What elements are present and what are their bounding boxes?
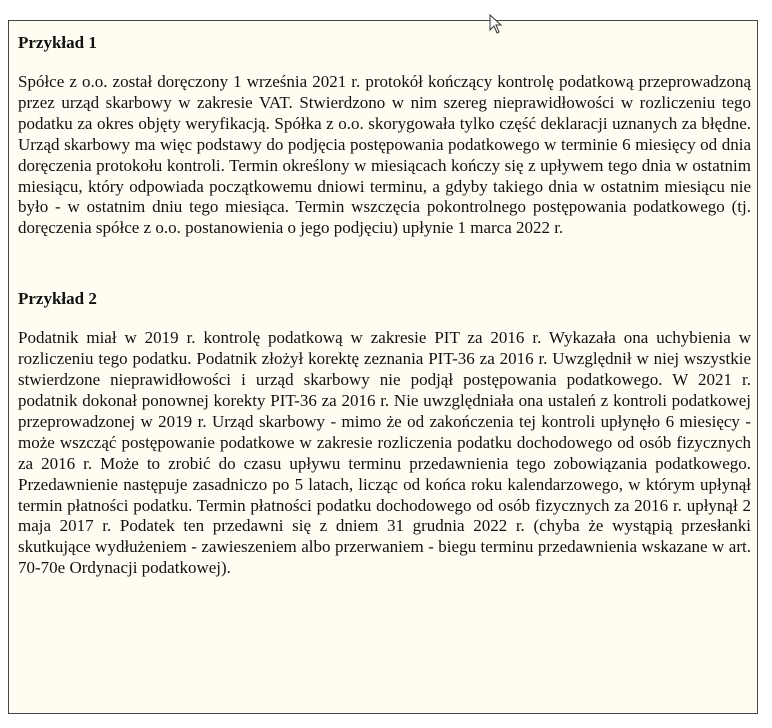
examples-box xyxy=(8,20,758,714)
example-1-text: Spółce z o.o. został doręczony 1 września 2021 r. protokół kończący kontrolę podatkową przeprowadzoną przez urząd skarbowy w zakresie VAT. Stwierdzono w nim szereg nieprawidłowości w rozliczeniu tego podatku za okres objęty weryfikacją. Spółka z o.o. skorygowała tylko część deklaracji uznanych za błędne. Urząd skarbowy ma więc podstawy do podjęcia postępowania podatkowego w terminie 6 miesięcy od dnia doręczenia protokołu kontroli. Termin określony w miesiącach kończy się z upływem tego dnia w ostatnim miesiącu, który odpowiada początkowemu dniowi terminu, a gdyby takiego dnia w ostatnim miesiącu nie było - w ostatnim dniu tego miesiąca. Termin wszczęcia pokontrolnego postępowania podatkowego (tj. doręczenia spółce z o.o. postanowienia o jego podjęciu) upłynie 1 marca 2022 r. xyxy=(18,72,751,238)
example-2-text: Podatnik miał w 2019 r. kontrolę podatkową w zakresie PIT za 2016 r. Wykazała ona uchybienia w rozliczeniu tego podatku. Podatnik złożył korektę zeznania PIT-36 za 2016 r. Uwzględnił w niej wszystkie stwierdzone nieprawidłowości i urząd skarbowy nie podjął postępowania podatkowego. W 2021 r. podatnik dokonał ponownej korekty PIT-36 za 2016 r. Nie uwzględniała ona ustaleń z kontroli podatkowej przeprowadzonej w 2019 r. Urząd skarbowy - mimo że od zakończenia tej kontroli upłynęło 6 miesięcy - może wszcząć postępowanie podatkowe w zakresie rozliczenia podatku dochodowego od osób fizycznych za 2016 r. Może to zrobić do czasu upływu terminu przedawnienia tego zobowiązania podatkowego. Przedawnienie następuje zasadniczo po 5 latach, licząc od końca roku kalendarzowego, w którym upłynął termin płatności podatku. Termin płatności podatku dochodowego od osób fizycznych za 2016 r. upłynął 2 maja 2017 r. Podatek ten przedawni się z dniem 31 grudnia 2022 r. (chyba że wystąpią przesłanki skutkujące wydłużeniem - zawieszeniem albo przerwaniem - biegu terminu przedawnienia wskazane w art. 70-70e Ordynacji podatkowej). xyxy=(18,328,751,578)
mouse-pointer-icon xyxy=(489,14,503,36)
example-2-title: Przykład 2 xyxy=(18,289,97,309)
section-spacer xyxy=(18,239,751,285)
example-1-title: Przykład 1 xyxy=(18,33,97,52)
